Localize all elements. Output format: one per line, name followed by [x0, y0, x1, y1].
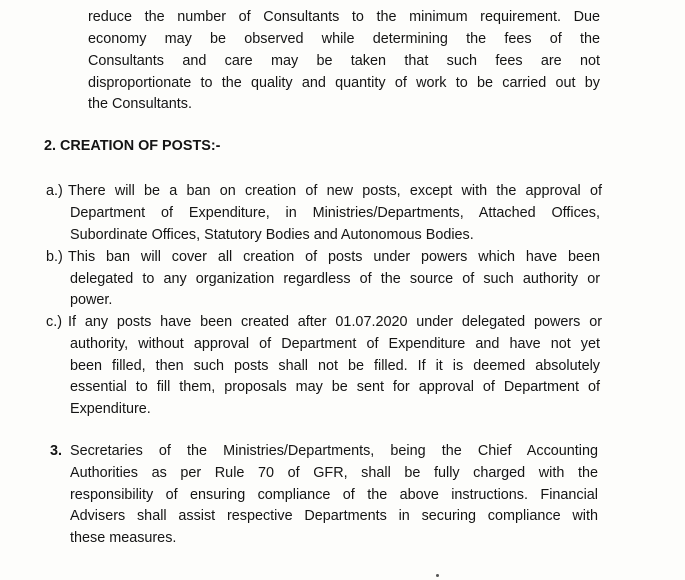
paragraph-line: Authorities as per Rule 70 of GFR, shall be fully charged with the: [70, 465, 598, 481]
list-item-line: If any posts have been created after 01.07.2020 under delegated powers or: [68, 314, 602, 330]
scan-speck: [436, 574, 439, 577]
list-item-line: Subordinate Offices, Statutory Bodies and Autonomous Bodies.: [70, 227, 474, 243]
paragraph-line: these measures.: [70, 530, 177, 546]
list-item-line: authority, without approval of Department of Expenditure and have not yet: [70, 336, 600, 352]
list-item-line: power.: [70, 292, 113, 308]
paragraph-line: responsibility of ensuring compliance of the above instructions. Financial: [70, 487, 598, 503]
list-item-line: been filled, then such posts shall not be filled. If it is deemed absolutely: [70, 358, 600, 374]
continuation-line: the Consultants.: [88, 96, 192, 112]
continuation-line: reduce the number of Consultants to the minimum requirement. Due: [88, 9, 600, 25]
continuation-line: economy may be observed while determining the fees of the: [88, 31, 600, 47]
list-item-line: essential to fill them, proposals may be sent for approval of Department of: [70, 379, 600, 395]
list-marker: a.): [46, 183, 63, 199]
list-item-line: Department of Expenditure, in Ministries/Departments, Attached Offices,: [70, 205, 600, 221]
continuation-line: disproportionate to the quality and quantity of work to be carried out by: [88, 75, 600, 91]
continuation-line: Consultants and care may be taken that such fees are not: [88, 53, 600, 69]
list-marker: b.): [46, 249, 63, 265]
paragraph-line: Secretaries of the Ministries/Departments, being the Chief Accounting: [70, 443, 598, 459]
paragraph-number: 3.: [50, 443, 63, 459]
section-heading: 2. CREATION OF POSTS:-: [44, 138, 221, 154]
paragraph-line: Advisers shall assist respective Departments in securing compliance with: [70, 508, 598, 524]
list-item-line: Expenditure.: [70, 401, 151, 417]
list-marker: c.): [46, 314, 62, 330]
list-item-line: There will be a ban on creation of new posts, except with the approval of: [68, 183, 602, 199]
list-item-line: delegated to any organization regardless of the source of such authority or: [70, 271, 600, 287]
list-item-line: This ban will cover all creation of posts under powers which have been: [68, 249, 600, 265]
